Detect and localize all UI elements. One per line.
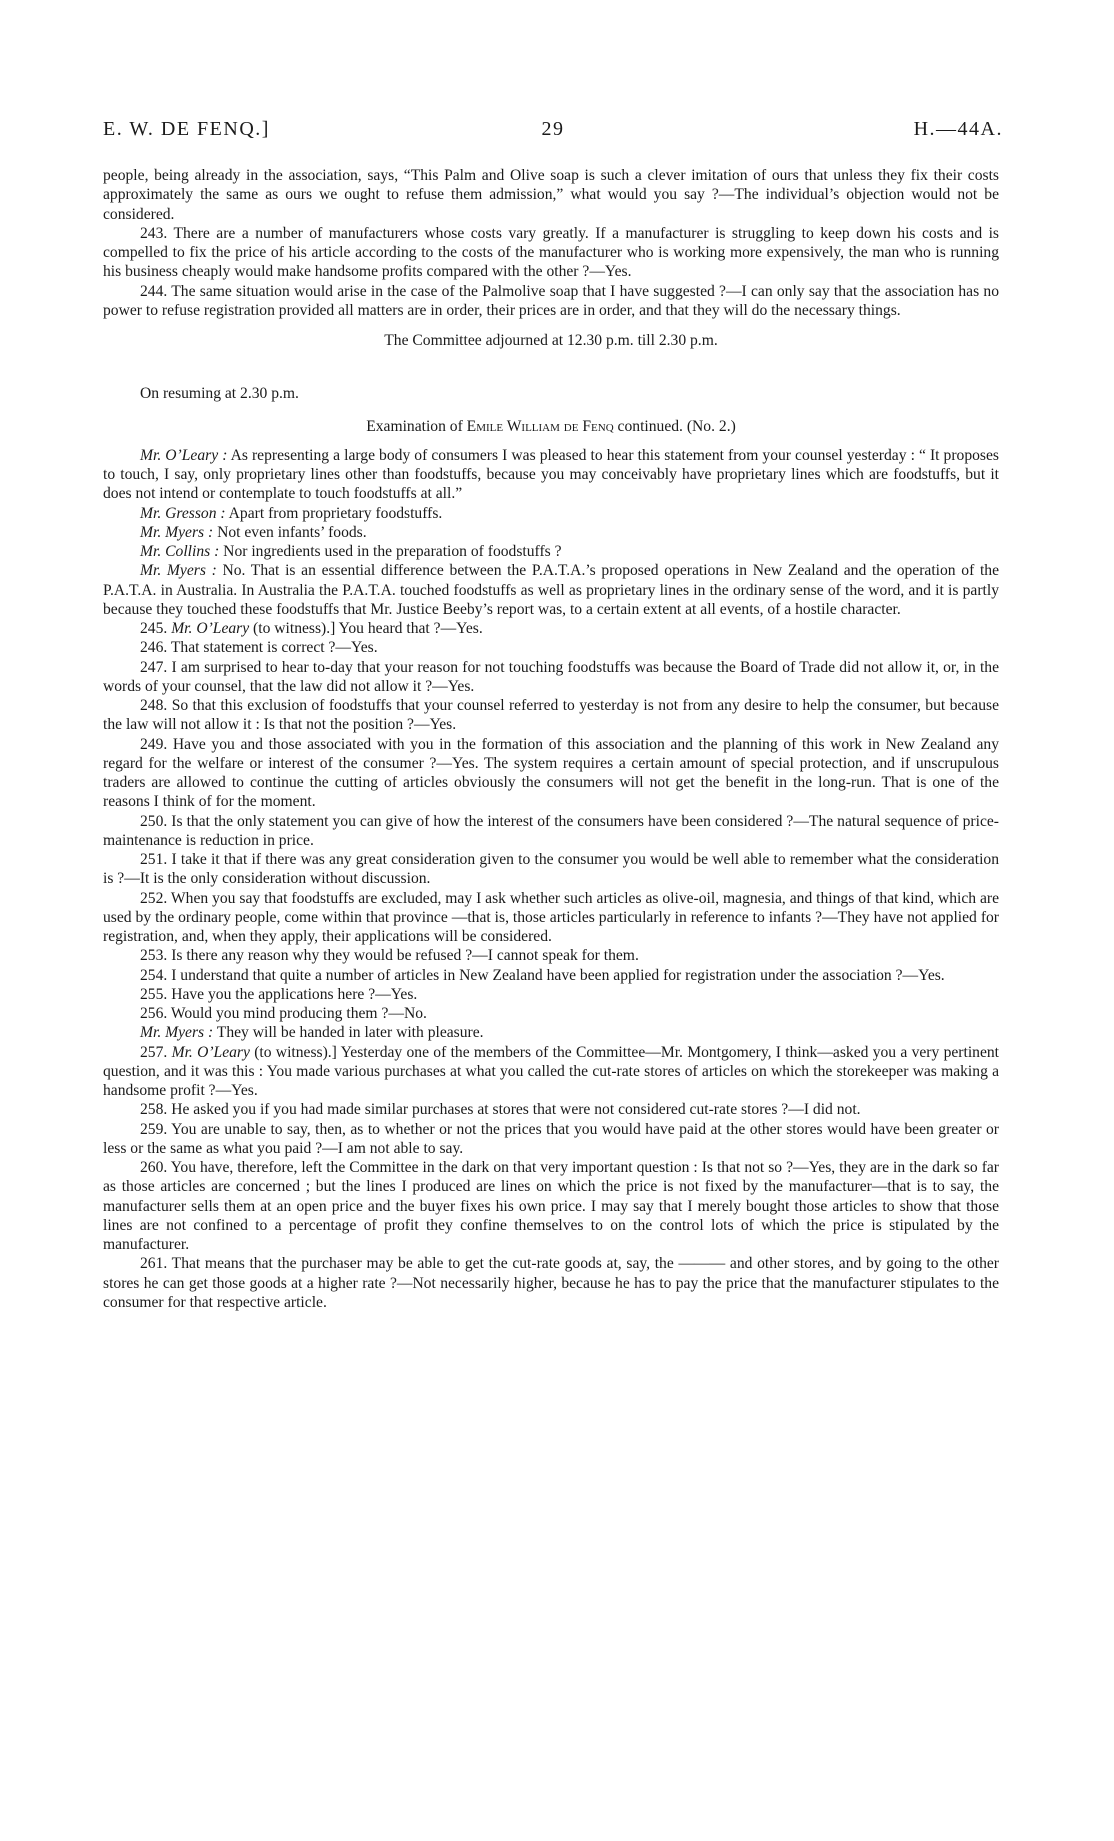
dialogue-gresson — [103, 504, 999, 523]
speech-text: Apart from proprietary foodstuffs. — [225, 504, 443, 522]
page-body — [103, 166, 999, 1312]
examination-prefix: Examination of — [366, 417, 467, 435]
question-number: 245. — [140, 620, 172, 637]
question-258: 258. He asked you if you had made similar purchases at stores that were not considered cut-rate stores ?—I did not. — [140, 1101, 861, 1119]
speaker-label: Mr. O’Leary : — [140, 446, 228, 464]
question-260: 260. You have, therefore, left the Committee in the dark on that very important question : Is that not so ?—Yes, they are in the dark so far as those articles are concerned ; but the lines I produced are lines on which the price is not fixed by the manufacturer—that is to say, the manufacturer sells them at an open price and the buyer fixes his own price. I may say that I merely bought those articles to show that those lines are not confined to a percentage of profit they confine themselves to on the control lots of which the price is stipulated by the manufacturer. — [103, 1159, 999, 1253]
question-text: (to witness).] You heard that ?—Yes. — [249, 620, 483, 637]
resuming-note: On resuming at 2.30 p.m. — [140, 385, 299, 403]
question-246: 246. That statement is correct ?—Yes. — [140, 639, 378, 657]
question-254: 254. I understand that quite a number of articles in New Zealand have been applied for registration under the association ?—Yes. — [140, 966, 945, 984]
question-252: 252. When you say that foodstuffs are excluded, may I ask whether such articles as olive-oil, magnesia, and things of that kind, which are used by the ordinary people, come within that province —that is, those articles particularly in reference to infants ?—They have not applied for registration, and, when they apply, their applications will be considered. — [103, 889, 999, 945]
witness-name: Emile William de Fenq — [466, 417, 614, 435]
question-248: 248. So that this exclusion of foodstuffs that your counsel referred to yesterday is not from any desire to help the consumer, but because the law will not allow it : Is that not the position ?—Yes. — [103, 697, 999, 734]
adjournment-note: The Committee adjourned at 12.30 p.m. till 2.30 p.m. — [384, 332, 718, 349]
question-257 — [103, 1043, 999, 1101]
question-255: 255. Have you the applications here ?—Yes. — [140, 985, 418, 1003]
speaker-label: Mr. Collins : — [140, 543, 220, 560]
dialogue-myers — [103, 523, 999, 542]
speaker-label: Mr. Gresson : — [140, 504, 226, 522]
speaker-label: Mr. Myers : — [140, 1024, 214, 1042]
dialogue-myers-note — [103, 1023, 999, 1042]
speech-text: They will be handed in later with pleasure. — [213, 1024, 484, 1042]
speech-text: Nor ingredients used in the preparation of foodstuffs ? — [219, 543, 562, 560]
speaker-label: Mr. Myers : — [140, 562, 217, 580]
speech-text: No. That is an essential difference between the P.A.T.A.’s proposed operations in New Zealand and the operation of the P.A.T.A. in Australia. In Australia the P.A.T.A. touched foodstuffs as well as proprietary lines in the ordinary sense of the word, and it is partly because they touched these foodstuffs that Mr. Justice Beeby’s report was, to a certain extent at all events, of a hostile character. — [103, 562, 999, 618]
question-244: 244. The same situation would arise in the case of the Palmolive soap that I have suggested ?—I can only say that the association has no power to refuse registration provided all matters are in order, their prices are in order, and that they will do the necessary things. — [103, 282, 999, 319]
question-245 — [103, 619, 999, 638]
question-256: 256. Would you mind producing them ?—No. — [140, 1005, 427, 1022]
witness-header: E. W. DE FENQ.] — [103, 118, 270, 140]
question-247: 247. I am surprised to hear to-day that your reason for not touching foodstuffs was because the Board of Trade did not allow it, or, in the words of your counsel, that the law did not allow it ?—Yes. — [103, 658, 999, 695]
examination-suffix: continued. (No. 2.) — [613, 417, 736, 435]
question-261: 261. That means that the purchaser may be able to get the cut-rate goods at, say, the ——— and other stores, and by going to the other stores he can get those goods at a higher rate ?—Not necessarily higher, because he has to pay the price that the manufacturer stipulates to the consumer for that respective article. — [103, 1255, 999, 1311]
paper-reference: H.—44A. — [913, 118, 1003, 140]
dialogue-oleary — [103, 446, 999, 504]
page-header — [103, 118, 1003, 142]
question-number: 257. — [140, 1043, 172, 1061]
paragraph-continued: people, being already in the association, says, “This Palm and Olive soap is such a clever imitation of ours that unless they fix their costs approximately the same as ours we ought to refuse them admission,” what would you say ?—The individual’s objection would not be considered. — [103, 167, 999, 223]
speaker-label: Mr. Myers : — [140, 523, 214, 541]
dialogue-myers-answer — [103, 561, 999, 619]
page-number: 29 — [541, 118, 565, 140]
speech-text: Not even infants’ foods. — [213, 523, 367, 541]
question-243: 243. There are a number of manufacturers whose costs vary greatly. If a manufacturer is struggling to keep down his costs and is compelled to fix the price of his article according to the costs of the manufacturer who is working more expensively, the man who is running his business cheaply would make handsome profits compared with the other ?—Yes. — [103, 224, 999, 281]
question-text: (to witness).] Yesterday one of the members of the Committee—Mr. Montgomery, I think—asked you a very pertinent question, and it was this : You made various purchases at what you called the cut-rate stores of articles on which the storekeeper was making a handsome profit ?—Yes. — [103, 1043, 999, 1099]
question-259: 259. You are unable to say, then, as to whether or not the prices that you would have paid at the other stores would have been greater or less or the same as what you paid ?—I am not able to say. — [103, 1120, 999, 1157]
speaker-label: Mr. O’Leary — [171, 620, 250, 637]
question-249: 249. Have you and those associated with you in the formation of this association and the planning of this work in New Zealand any regard for the welfare or interest of the consumer ?—Yes. The system requires a certain amount of special protection, and if unscrupulous traders are allowed to continue the cutting of articles obviously the consumers will not get the benefit in the long-run. That is one of the reasons I think of for the moment. — [103, 735, 999, 811]
question-253: 253. Is there any reason why they would be refused ?—I cannot speak for them. — [140, 947, 639, 965]
dialogue-collins — [103, 542, 999, 561]
speaker-label: Mr. O’Leary — [171, 1043, 250, 1061]
examination-heading — [103, 417, 999, 436]
speech-text: As representing a large body of consumers I was pleased to hear this statement from your counsel yesterday : “ It proposes to touch, I say, only proprietary lines other than foodstuffs, because you may conceivably have proprietary lines which are foodstuffs, but it does not intend or contemplate to touch foodstuffs at all.” — [103, 446, 999, 503]
question-250: 250. Is that the only statement you can give of how the interest of the consumers have been considered ?—The natural sequence of price-maintenance is reduction in price. — [103, 812, 999, 849]
question-251: 251. I take it that if there was any great consideration given to the consumer you would be well able to remember what the consideration is ?—It is the only consideration without discussion. — [103, 851, 999, 888]
